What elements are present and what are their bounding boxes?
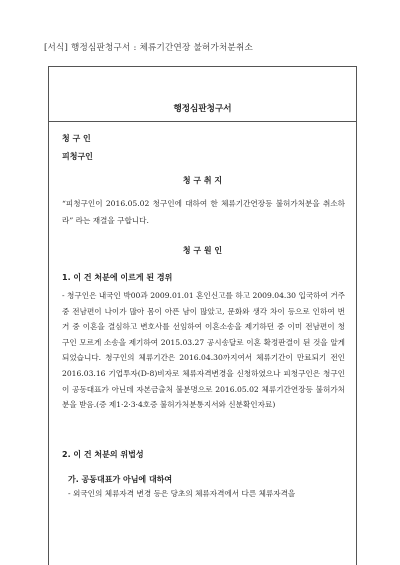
form-title: 행정심판청구서 <box>173 104 232 114</box>
reasons-heading: 청 구 원 인 <box>182 246 223 255</box>
document-header-title: [서식] 행정심판청구서 : 체류기간연장 불허가처분취소 <box>44 43 253 53</box>
section2-paragraph: - 외국인의 체류자격 변경 등은 당초의 체류자격에서 다른 체류자격을 <box>68 489 296 498</box>
purpose-heading: 청 구 취 지 <box>182 176 223 185</box>
claimant-label: 청 구 인 <box>62 134 91 143</box>
petition-form <box>48 66 357 565</box>
section2-heading: 2. 이 건 처분의 위법성 <box>62 450 144 459</box>
section1-paragraph: - 청구인은 내국인 박00과 2009.01.01 혼인신고를 하고 2009.04.30 입국하여 거주중 전남편이 나이가 많아 몸이 아픈 남이 많았고, 문화와 생각 차이 등으로 인하여 번거 중 이혼을 결심하고 변호사를 선임하여 이혼소송을 제기하던 중 이미 전남편이 청구인 모르게 소송을 제기하여 2015.03.27 공시송달로 이혼 확정판결이 된 것을 알게되었습니다. 청구인의 체류기간은 2016.04.30까지여서 체류기간이 만료되기 전인 2016.03.16 기업투자(D-8)비자로 체류자격변경을 신청하였으나 피청구인은 청구인이 공동대표가 아닌데 자본금출처 불분명으로 2016.05.02 체류기간연장등 불허가처분을 받음.(증 제1·2·3·4호증 불허가처분통지서와 신분확인자료) <box>62 291 345 410</box>
divider <box>49 121 356 122</box>
purpose-text: “피청구인이 2016.05.02 청구인에 대하여 한 체류기간연장등 불허가처분을 취소하라” 라는 재결을 구합니다. <box>62 199 345 225</box>
section1-heading: 1. 이 건 처분에 이르게 된 경위 <box>62 273 173 282</box>
respondent-label: 피청구인 <box>62 152 93 161</box>
section2-sub-heading: 가. 공동대표가 아님에 대하여 <box>68 475 173 484</box>
